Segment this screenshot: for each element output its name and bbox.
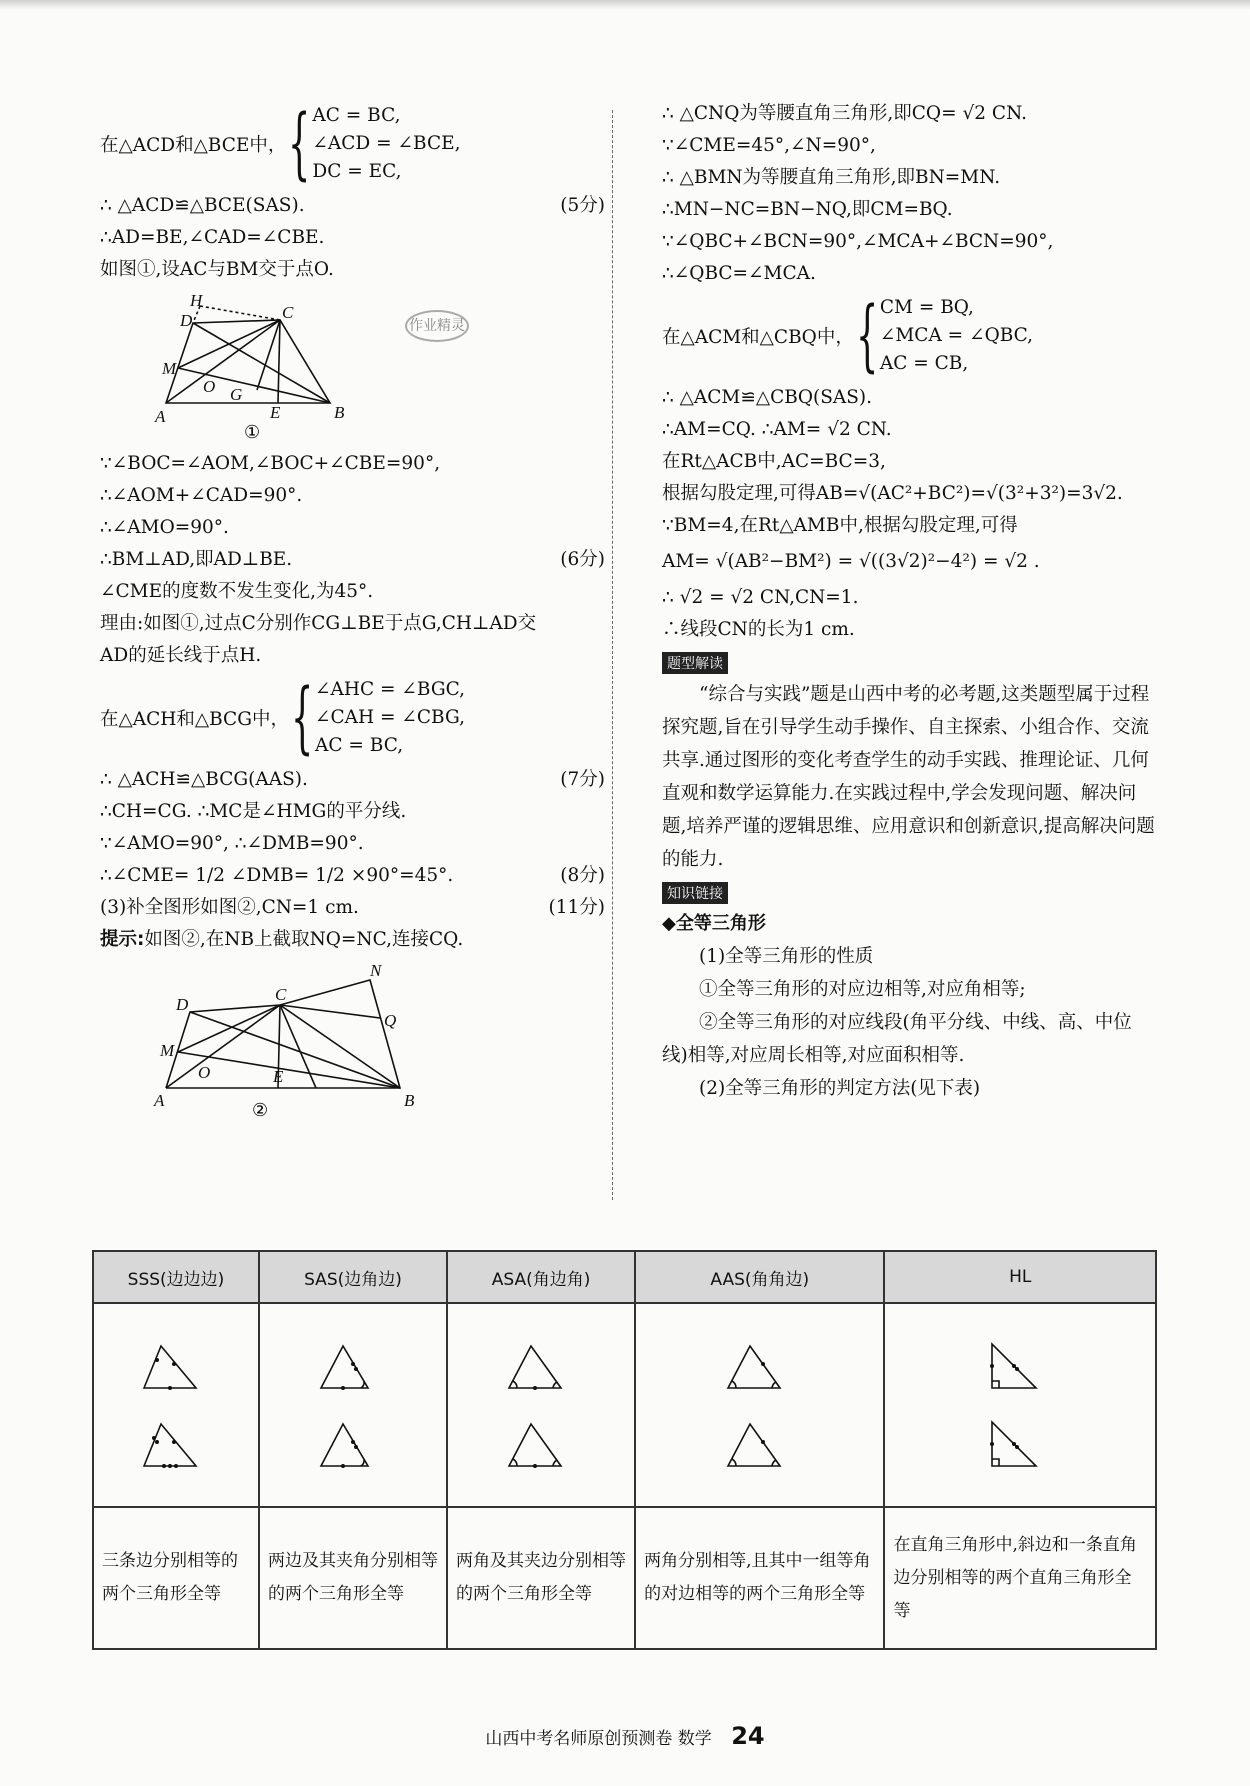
text-line: ①全等三角形的对应边相等,对应角相等;: [699, 979, 1026, 1000]
table-header: SAS(边角边): [259, 1251, 447, 1303]
text-line: 提示:如图②,在NB上截取NQ=NC,连接CQ.: [100, 929, 464, 950]
text-line: ∴BM⊥AD,即AD⊥BE. (6分): [100, 544, 605, 576]
figure-1: [130, 290, 430, 440]
table-row: [93, 1507, 1156, 1649]
text-line: ②全等三角形的对应线段(角平分线、中线、高、中位线)相等,对应周长相等,对应面积相等.: [662, 1012, 1132, 1066]
text-line: ∴∠AMO=90°.: [100, 517, 229, 538]
brace: {: [288, 99, 311, 189]
text-line: ∴ △ACH≌△BCG(AAS). (7分): [100, 764, 605, 796]
sys-intro: 在△ACM和△CBQ中，: [662, 327, 854, 348]
label-C: C: [275, 985, 287, 1004]
text-line: ∴MN−NC=BN−NQ,即CM=BQ.: [662, 199, 953, 220]
label-E: E: [270, 403, 281, 422]
text-line: 根据勾股定理,可得AB=√(AC²+BC²)=√(3²+3²)=3√2.: [662, 483, 1123, 504]
footer-title: 山西中考名师原创预测卷 数学: [485, 1729, 712, 1749]
score-label: (6分): [560, 549, 605, 570]
left-column: [100, 98, 605, 1128]
sys-intro: 在△ACD和△BCE中，: [100, 135, 287, 156]
text-line: (3)补全图形如图②,CN=1 cm. (11分): [100, 892, 605, 924]
section-heading: ◆全等三角形: [662, 913, 766, 934]
label-Q: Q: [384, 1011, 397, 1030]
table-header-row: [93, 1251, 1156, 1303]
page-number: 24: [731, 1722, 765, 1750]
brace: {: [855, 291, 879, 381]
table-row: [93, 1303, 1156, 1507]
label-A: A: [154, 1091, 165, 1110]
label-O: O: [198, 1063, 211, 1082]
brace: {: [290, 673, 314, 763]
label-M: M: [160, 1041, 175, 1060]
table-cell-desc: 两角及其夹边分别相等的两个三角形全等: [447, 1507, 635, 1649]
paragraph: “综合与实践”题是山西中考的必考题,这类题型属于过程探究题,旨在引导学生动手操作、自主探索、小组合作、交流共享.通过图形的变化考查学生的动手实践、推理论证、几何直观和数学运算能力.在实践过程中,学会发现问题、解决问题,培养严谨的逻辑思维、应用意识和创新意识,提高解决问题的能力.: [662, 684, 1155, 870]
text-line: ∴∠QBC=∠MCA.: [662, 263, 816, 284]
label-A: A: [155, 407, 166, 426]
table-cell-figure: [884, 1303, 1156, 1507]
label-H: H: [190, 291, 203, 310]
text-line: (2)全等三角形的判定方法(见下表): [699, 1078, 981, 1099]
text-line: ∴ △ACD≌△BCE(SAS). (5分): [100, 190, 605, 222]
label-O: O: [203, 377, 216, 396]
score-label: (5分): [560, 195, 605, 216]
figure-2: [130, 960, 430, 1120]
table-cell-figure: [259, 1303, 447, 1507]
stamp: 作业精灵: [405, 310, 469, 342]
text-line: 如图①,设AC与BM交于点O.: [100, 259, 334, 280]
section-tag: 知识链接: [662, 882, 728, 904]
text-line: ∴ √2 = √2 CN,CN=1.: [662, 587, 859, 608]
text-line: ∠CME的度数不发生变化,为45°.: [100, 581, 374, 602]
label-E: E: [273, 1067, 284, 1086]
sys-line: AC = BC,: [314, 735, 404, 756]
text-line: ∴CH=CG. ∴MC是∠HMG的平分线.: [100, 801, 407, 822]
page-footer: [0, 1722, 1250, 1750]
sas-triangles-icon: [313, 1328, 393, 1478]
text-line: ∴ △CNQ为等腰直角三角形,即CQ= √2 CN.: [662, 103, 1027, 124]
score-label: (8分): [560, 865, 605, 886]
figure-caption: ①: [244, 422, 261, 440]
sys-line: ∠ACD = ∠BCE,: [312, 133, 461, 154]
sss-triangles-icon: [136, 1328, 216, 1478]
table-cell-figure: [635, 1303, 884, 1507]
sys-line: ∠AHC = ∠BGC,: [314, 679, 465, 700]
column-divider: [612, 110, 613, 1200]
section-tag: 题型解读: [662, 652, 728, 674]
text-line: ∵BM=4,在Rt△AMB中,根据勾股定理,可得: [662, 515, 1018, 536]
label-C: C: [282, 303, 294, 322]
label-G: G: [230, 385, 243, 404]
text-line: ∴ △BMN为等腰直角三角形,即BN=MN.: [662, 167, 1001, 188]
sys-line: ∠CAH = ∠CBG,: [314, 707, 465, 728]
sys-intro: 在△ACH和△BCG中，: [100, 709, 289, 730]
score-label: (11分): [548, 897, 605, 918]
text-line: (1)全等三角形的性质: [699, 946, 874, 967]
table-header: AAS(角角边): [635, 1251, 884, 1303]
score-label: (7分): [560, 769, 605, 790]
table-cell-figure: [447, 1303, 635, 1507]
hl-triangles-icon: [980, 1328, 1060, 1478]
label-M: M: [162, 359, 177, 378]
table-header: ASA(角边角): [447, 1251, 635, 1303]
system-acm-cbq: [662, 291, 1157, 381]
scan-edge: [0, 0, 1250, 10]
table-header: HL: [884, 1251, 1156, 1303]
sys-line: DC = EC,: [312, 161, 402, 182]
sys-line: CM = BQ,: [879, 297, 974, 318]
table-cell-desc: 三条边分别相等的两个三角形全等: [93, 1507, 259, 1649]
text-line: ∵∠QBC+∠BCN=90°,∠MCA+∠BCN=90°,: [662, 231, 1054, 252]
sys-line: AC = CB,: [879, 353, 969, 374]
table-cell-desc: 两边及其夹角分别相等的两个三角形全等: [259, 1507, 447, 1649]
congruence-table: [92, 1250, 1157, 1650]
figure-caption: ②: [252, 1100, 269, 1120]
text-line: ∵∠AMO=90°, ∴∠DMB=90°.: [100, 833, 364, 854]
sys-line: ∠MCA = ∠QBC,: [879, 325, 1034, 346]
text-line: ∴ △ACM≌△CBQ(SAS).: [662, 387, 873, 408]
system-acd-bce: [100, 99, 605, 189]
table-cell-figure: [93, 1303, 259, 1507]
text-line: ∵∠CME=45°,∠N=90°,: [662, 135, 876, 156]
label-B: B: [334, 403, 345, 422]
text-line: ∴∠AOM+∠CAD=90°.: [100, 485, 303, 506]
label-D: D: [176, 995, 189, 1014]
label-N: N: [370, 961, 382, 980]
sys-line: AC = BC,: [312, 105, 401, 126]
aas-triangles-icon: [720, 1328, 800, 1478]
label-B: B: [404, 1091, 415, 1110]
text-line: 在Rt△ACB中,AC=BC=3,: [662, 451, 886, 472]
asa-triangles-icon: [501, 1328, 581, 1478]
text-line: ∵∠BOC=∠AOM,∠BOC+∠CBE=90°,: [100, 453, 441, 474]
label-D: D: [180, 311, 193, 330]
right-column: [662, 98, 1157, 1105]
text-line: AM= √(AB²−BM²) = √((3√2)²−4²) = √2 .: [662, 551, 1040, 572]
text-line: ∴AD=BE,∠CAD=∠CBE.: [100, 227, 325, 248]
text-line: ∴∠CME= 1/2 ∠DMB= 1/2 ×90°=45°. (8分): [100, 860, 605, 892]
text-line: AD的延长线于点H.: [100, 645, 262, 666]
table-cell-desc: 在直角三角形中,斜边和一条直角边分别相等的两个直角三角形全等: [884, 1507, 1156, 1649]
text-line: 理由:如图①,过点C分别作CG⊥BE于点G,CH⊥AD交: [100, 613, 537, 634]
text-line: ∴AM=CQ. ∴AM= √2 CN.: [662, 419, 892, 440]
table-cell-desc: 两角分别相等,且其中一组等角的对边相等的两个三角形全等: [635, 1507, 884, 1649]
text-line: ∴线段CN的长为1 cm.: [662, 619, 855, 640]
table-header: SSS(边边边): [93, 1251, 259, 1303]
system-ach-bcg: [100, 673, 605, 763]
